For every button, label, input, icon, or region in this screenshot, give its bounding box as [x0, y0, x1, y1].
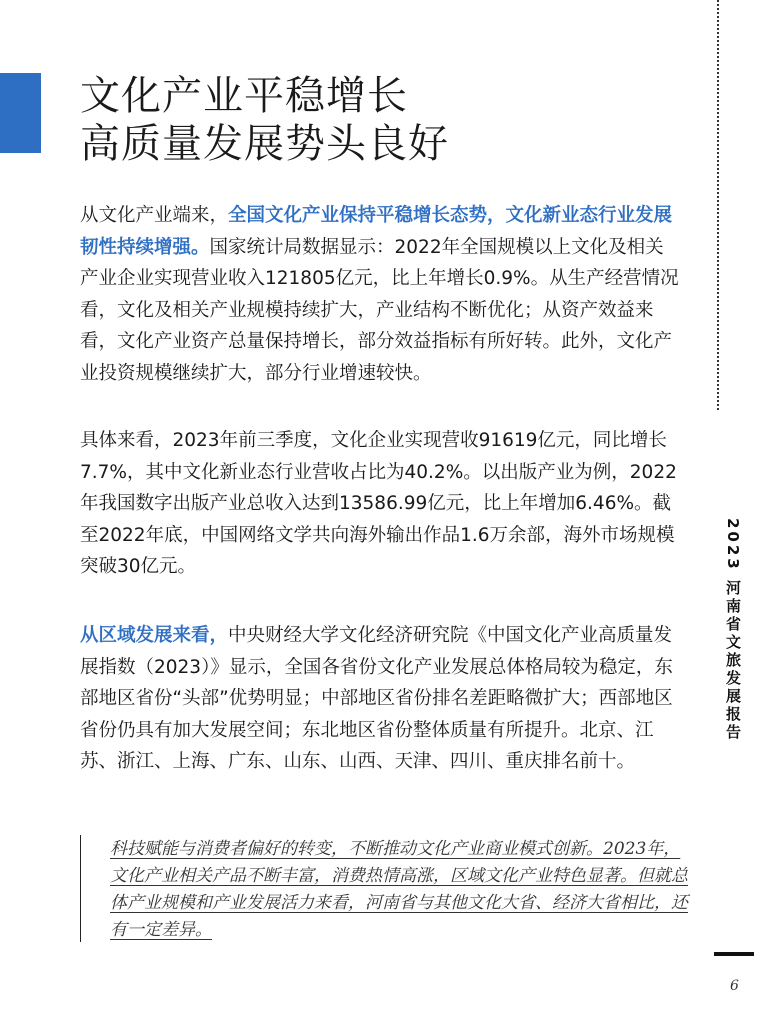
quote-bar — [80, 835, 81, 942]
paragraph-1-lead: 从文化产业端来， — [80, 205, 229, 226]
paragraph-2: 具体来看，2023年前三季度，文化企业实现营收91619亿元，同比增长7.7%，其中文化新业态行业营收占比为40.2%。以出版产业为例，2022年我国数字出版产业总收入达到13586.99亿元，比上年增加6.46%。截至2022年底，中国网络文学共向海外输出作品1.6万余部，海外市场规模突破30亿元。 — [80, 430, 677, 577]
page-number: 6 — [730, 978, 739, 994]
paragraph-1-highlight: 全国文化产业保持平稳增长态势，文化新业态行业发展韧性持续增强。 — [80, 205, 673, 258]
paragraph-3-rest: 中央财经大学文化经济研究院《中国文化产业高质量发展指数（2023）》显示，全国各省份文化产业发展总体格局较为稳定，东部地区省份“头部”优势明显；中部地区省份排名差距略微扩大；西部地区省份仍具有加大发展空间；东北地区省份整体质量有所提升。北京、江苏、浙江、上海、广东、山东、山西、天津、四川、重庆排名前十。 — [80, 625, 673, 772]
pull-quote — [110, 836, 690, 944]
paragraph-1-rest: 国家统计局数据显示：2022年全国规模以上文化及相关产业企业实现营业收入121805亿元，比上年增长0.9%。从生产经营情况看，文化及相关产业规模持续扩大，产业结构不断优化；从资产效益来看，文化产业资产总量保持增长，部分效益指标有所好转。此外，文化产业投资规模继续扩大，部分行业增速较快。 — [80, 236, 679, 384]
paragraph-3-highlight: 从区域发展来看， — [80, 625, 229, 646]
report-side-label: 2023 河南省文旅发展报告 — [724, 518, 742, 742]
page-number-rule — [714, 952, 754, 956]
pull-quote-text: 科技赋能与消费者偏好的转变，不断推动文化产业商业模式创新。2023年，文化产业相关产品不断丰富，消费热情高涨，区域文化产业特色显著。但就总体产业规模和产业发展活力来看，河南省与其他文化大省、经济大省相比，还有一定差异。 — [110, 839, 688, 940]
paragraph-1 — [80, 200, 682, 389]
page-title — [80, 72, 449, 168]
paragraph-3 — [80, 620, 682, 778]
title-line-2: 高质量发展势头良好 — [80, 121, 449, 167]
title-line-1: 文化产业平稳增长 — [80, 73, 408, 119]
title-accent-bar — [0, 73, 41, 153]
side-dotted-divider — [717, 0, 719, 410]
